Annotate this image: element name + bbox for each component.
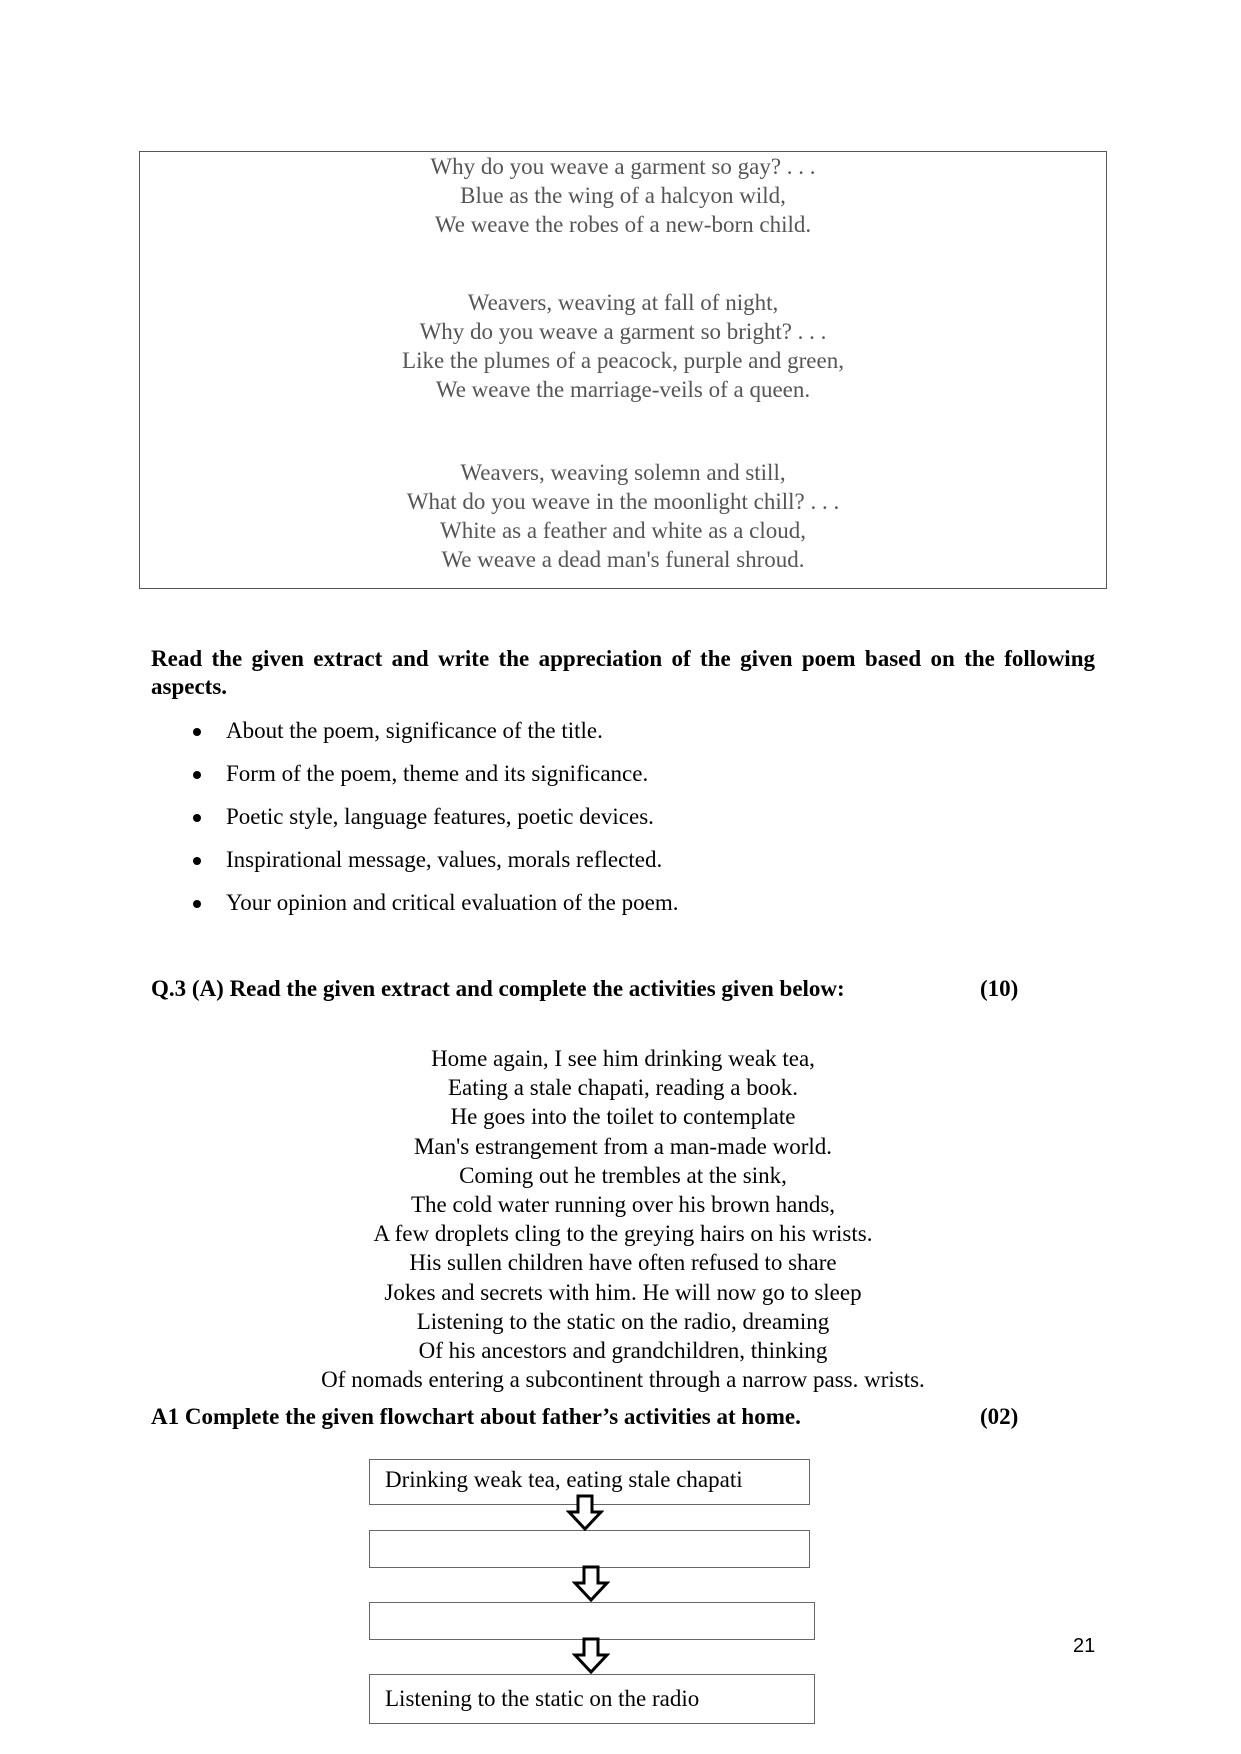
poem-line: Weavers, weaving at fall of night, bbox=[467, 290, 779, 315]
list-item: Form of the poem, theme and its significance. bbox=[186, 759, 678, 802]
poem-line: Blue as the wing of a halcyon wild, bbox=[460, 183, 786, 208]
q3-extract bbox=[240, 1044, 1006, 1394]
poem-line: We weave the robes of a new-born child. bbox=[434, 212, 812, 237]
poem-stanza-2 bbox=[140, 288, 1106, 404]
poem-line: White as a feather and white as a cloud, bbox=[440, 518, 806, 543]
flowchart-box-2[interactable] bbox=[369, 1530, 810, 1568]
poem-stanza-3 bbox=[140, 458, 1106, 574]
list-item: About the poem, significance of the title. bbox=[186, 716, 678, 759]
poem-box bbox=[139, 151, 1107, 589]
poem-stanza-1 bbox=[140, 152, 1106, 239]
extract-line: Home again, I see him drinking weak tea, bbox=[431, 1046, 815, 1071]
list-item: Poetic style, language features, poetic devices. bbox=[186, 802, 678, 845]
poem-line: Why do you weave a garment so gay? . . . bbox=[430, 154, 816, 179]
poem-line: We weave the marriage-veils of a queen. bbox=[435, 377, 811, 402]
extract-line: His sullen children have often refused to share bbox=[409, 1250, 837, 1276]
flowchart-box-3[interactable] bbox=[369, 1602, 815, 1640]
hollow-down-arrow-icon bbox=[566, 1494, 604, 1532]
flowchart-box-1: Drinking weak tea, eating stale chapati bbox=[369, 1459, 810, 1505]
extract-line: Listening to the static on the radio, dreaming bbox=[416, 1308, 830, 1334]
poem-line: What do you weave in the moonlight chill? . . . bbox=[406, 489, 840, 514]
extract-line: Eating a stale chapati, reading a book. bbox=[448, 1075, 798, 1101]
appreciation-instruction: Read the given extract and write the appreciation of the given poem based on the following aspects. bbox=[151, 646, 1095, 699]
a1-heading: A1 Complete the given flowchart about father’s activities at home. bbox=[151, 1404, 801, 1429]
poem-line: Why do you weave a garment so bright? . . . bbox=[419, 319, 827, 344]
poem-line: Weavers, weaving solemn and still, bbox=[460, 460, 786, 485]
hollow-down-arrow-icon bbox=[572, 1565, 610, 1603]
appreciation-points-list bbox=[186, 716, 678, 931]
extract-line: Of nomads entering a subcontinent through a narrow pass. wrists. bbox=[321, 1367, 925, 1393]
page-number: 21 bbox=[1073, 1635, 1096, 1657]
extract-line: The cold water running over his brown hands, bbox=[410, 1192, 836, 1218]
extract-line: A few droplets cling to the greying hairs on his wrists. bbox=[373, 1221, 873, 1247]
q3-heading: Q.3 (A) Read the given extract and complete the activities given below: bbox=[151, 976, 845, 1001]
list-item: Your opinion and critical evaluation of the poem. bbox=[186, 888, 678, 931]
extract-line: Man's estrangement from a man-made world. bbox=[413, 1133, 832, 1159]
extract-line: He goes into the toilet to contemplate bbox=[450, 1104, 796, 1130]
poem-line: Like the plumes of a peacock, purple and green, bbox=[402, 348, 844, 373]
extract-line: Jokes and secrets with him. He will now go to sleep bbox=[384, 1279, 862, 1305]
extract-line: Coming out he trembles at the sink, bbox=[459, 1162, 787, 1188]
poem-line: We weave a dead man's funeral shroud. bbox=[441, 547, 805, 572]
flowchart-box-4: Listening to the static on the radio bbox=[369, 1674, 815, 1724]
extract-line: Of his ancestors and grandchildren, thinking bbox=[418, 1338, 828, 1364]
a1-marks: (02) bbox=[980, 1404, 1019, 1429]
hollow-down-arrow-icon bbox=[572, 1637, 610, 1675]
q3-marks: (10) bbox=[980, 976, 1019, 1001]
list-item: Inspirational message, values, morals reflected. bbox=[186, 845, 678, 888]
